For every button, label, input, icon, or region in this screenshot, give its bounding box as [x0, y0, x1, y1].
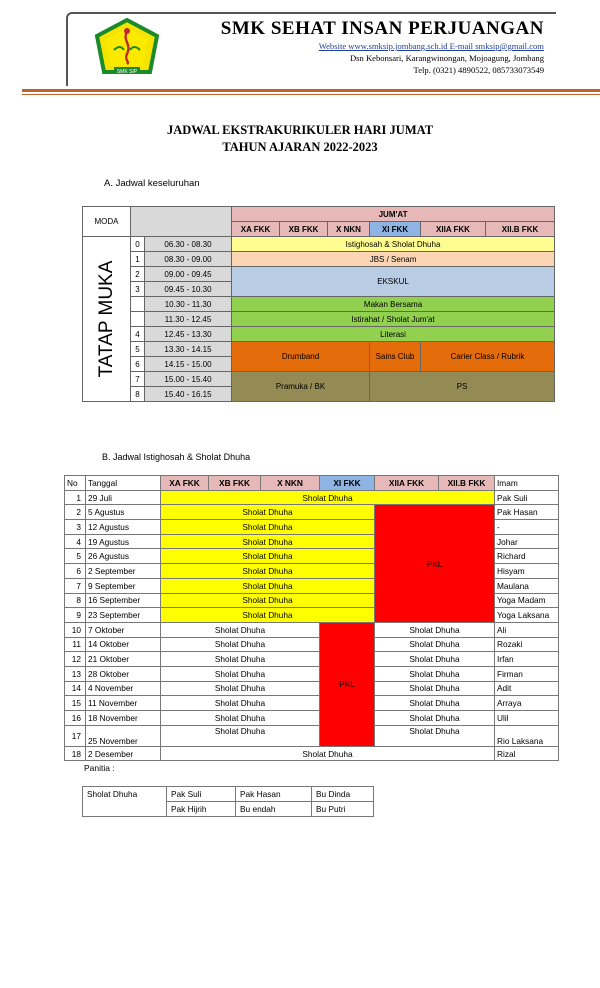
class-header: XII.B FKK: [439, 476, 495, 491]
row-imam: Yoga Madam: [495, 593, 559, 608]
slot-no: 5: [131, 342, 145, 357]
row-imam: Yoga Laksana: [495, 608, 559, 623]
activity-carier: Carier Class / Rubrik: [421, 342, 555, 372]
dhuha-cell: Sholat Dhuha: [161, 608, 375, 623]
pkl-cell: PKL: [320, 622, 375, 746]
dhuha-cell: Sholat Dhuha: [375, 681, 495, 696]
school-name: SMK SEHAT INSAN PERJUANGAN: [220, 18, 544, 39]
activity-pramuka: Pramuka / BK: [232, 372, 370, 402]
dhuha-cell: Sholat Dhuha: [375, 622, 495, 637]
dhuha-cell: Sholat Dhuha: [161, 564, 375, 579]
row-date: 12 Agustus: [86, 520, 161, 535]
doc-subtitle: TAHUN AJARAN 2022-2023: [222, 140, 378, 154]
activity-ps: PS: [370, 372, 555, 402]
dhuha-cell: Sholat Dhuha: [161, 622, 320, 637]
row-date: 18 November: [86, 711, 161, 726]
section-a-heading: A. Jadwal keseluruhan: [104, 178, 200, 189]
panitia-member: Pak Suli: [167, 787, 236, 802]
mode-cell: [83, 237, 131, 402]
col-tanggal: Tanggal: [86, 476, 161, 491]
dhuha-cell: Sholat Dhuha: [161, 652, 320, 667]
slot-no: 3: [131, 282, 145, 297]
panitia-role: Sholat Dhuha: [83, 787, 167, 802]
activity-sains: Sains Club: [370, 342, 421, 372]
row-date: 2 September: [86, 564, 161, 579]
row-imam: -: [495, 520, 559, 535]
row-no: 2: [65, 505, 86, 520]
dhuha-cell: Sholat Dhuha: [161, 725, 320, 746]
website-line[interactable]: Website www.smksip.jombang.sch.id E-mail smksip@gmail.com: [318, 41, 544, 51]
col-no: No: [65, 476, 86, 491]
slot-time: 08.30 - 09.00: [145, 252, 232, 267]
class-header: X NKN: [261, 476, 320, 491]
row-date: 26 Agustus: [86, 549, 161, 564]
row-date: 4 November: [86, 681, 161, 696]
row-no: 4: [65, 534, 86, 549]
class-header: XIIA FKK: [375, 476, 439, 491]
school-logo: [94, 18, 160, 80]
activity-istirahat: Istirahat / Sholat Jum'at: [232, 312, 555, 327]
doc-title: JADWAL EKSTRAKURIKULER HARI JUMAT: [166, 123, 434, 137]
row-date: 25 November: [86, 725, 161, 746]
slot-time: 15.40 - 16.15: [145, 387, 232, 402]
slot-no: 7: [131, 372, 145, 387]
class-header: XI FKK: [320, 476, 375, 491]
row-date: 9 September: [86, 578, 161, 593]
slot-no: 6: [131, 357, 145, 372]
phone-line: Telp. (0321) 4890522, 085733073549: [413, 65, 544, 75]
row-date: 16 September: [86, 593, 161, 608]
row-date: 11 November: [86, 696, 161, 711]
class-header: XI FKK: [370, 222, 421, 237]
row-imam: Irfan: [495, 652, 559, 667]
activity-jbs: JBS / Senam: [232, 252, 555, 267]
slot-no: [131, 297, 145, 312]
dhuha-cell: Sholat Dhuha: [375, 725, 495, 746]
dhuha-cell: Sholat Dhuha: [161, 534, 375, 549]
row-imam: Maulana: [495, 578, 559, 593]
slot-time: 12.45 - 13.30: [145, 327, 232, 342]
section-b-heading: B. Jadwal Istighosah & Sholat Dhuha: [102, 452, 251, 462]
dhuha-cell: Sholat Dhuha: [375, 711, 495, 726]
schedule-table: [82, 206, 555, 402]
slot-no: 2: [131, 267, 145, 282]
panitia-member: Bu Putri: [312, 802, 374, 817]
pkl-cell: PKL: [375, 505, 495, 623]
dhuha-cell: Sholat Dhuha: [161, 490, 495, 505]
row-no: 13: [65, 666, 86, 681]
mode-label: TATAP MUKA: [95, 260, 117, 378]
row-date: 19 Agustus: [86, 534, 161, 549]
slot-time: 11.30 - 12.45: [145, 312, 232, 327]
panitia-member: Pak Hijrih: [167, 802, 236, 817]
class-header: XA FKK: [232, 222, 280, 237]
class-header: XII.B FKK: [486, 222, 555, 237]
row-date: 23 September: [86, 608, 161, 623]
panitia-table: [82, 786, 374, 817]
moda-header: MODA: [83, 207, 131, 237]
row-no: 1: [65, 490, 86, 505]
activity-ekskul: EKSKUL: [232, 267, 555, 297]
row-imam: Adit: [495, 681, 559, 696]
dhuha-cell: Sholat Dhuha: [161, 666, 320, 681]
dhuha-table: [64, 475, 559, 761]
slot-time: 14.15 - 15.00: [145, 357, 232, 372]
row-no: 15: [65, 696, 86, 711]
row-no: 3: [65, 520, 86, 535]
slot-no: 4: [131, 327, 145, 342]
row-imam: Hisyam: [495, 564, 559, 579]
dhuha-cell: Sholat Dhuha: [161, 696, 320, 711]
row-no: 9: [65, 608, 86, 623]
slot-no: 1: [131, 252, 145, 267]
row-no: 18: [65, 746, 86, 761]
activity-literasi: Literasi: [232, 327, 555, 342]
dhuha-cell: Sholat Dhuha: [161, 746, 495, 761]
row-imam: Johar: [495, 534, 559, 549]
dhuha-cell: Sholat Dhuha: [375, 696, 495, 711]
address-line: Dsn Kebonsari, Karangwinongan, Mojoagung, Jombang: [349, 53, 544, 63]
row-date: 21 Oktober: [86, 652, 161, 667]
row-date: 28 Oktober: [86, 666, 161, 681]
class-header: X NKN: [328, 222, 370, 237]
activity-makan: Makan Bersama: [232, 297, 555, 312]
day-header: JUM'AT: [232, 207, 555, 222]
row-date: 14 Oktober: [86, 637, 161, 652]
row-no: 5: [65, 549, 86, 564]
dhuha-cell: Sholat Dhuha: [161, 520, 375, 535]
row-no: 10: [65, 622, 86, 637]
row-no: 7: [65, 578, 86, 593]
slot-time: 09.00 - 09.45: [145, 267, 232, 282]
slot-time: 09.45 - 10.30: [145, 282, 232, 297]
class-header: XIIA FKK: [421, 222, 486, 237]
dhuha-cell: Sholat Dhuha: [375, 637, 495, 652]
dhuha-cell: Sholat Dhuha: [161, 549, 375, 564]
class-header: XB FKK: [280, 222, 328, 237]
row-date: 2 Desember: [86, 746, 161, 761]
row-imam: Pak Hasan: [495, 505, 559, 520]
slot-time: 10.30 - 11.30: [145, 297, 232, 312]
time-header: [131, 207, 232, 237]
row-no: 16: [65, 711, 86, 726]
panitia-member: Bu Dinda: [312, 787, 374, 802]
panitia-label: Panitia :: [84, 763, 115, 773]
row-imam: Rizal: [495, 746, 559, 761]
row-imam: Pak Suli: [495, 490, 559, 505]
activity-istighosah: Istighosah & Sholat Dhuha: [232, 237, 555, 252]
slot-time: 13.30 - 14.15: [145, 342, 232, 357]
activity-drumband: Drumband: [232, 342, 370, 372]
slot-time: 06.30 - 08.30: [145, 237, 232, 252]
slot-time: 15.00 - 15.40: [145, 372, 232, 387]
dhuha-cell: Sholat Dhuha: [161, 578, 375, 593]
slot-no: [131, 312, 145, 327]
row-imam: Rio Laksana: [495, 725, 559, 746]
row-no: 6: [65, 564, 86, 579]
col-imam: Imam: [495, 476, 559, 491]
dhuha-cell: Sholat Dhuha: [161, 681, 320, 696]
row-imam: Richard: [495, 549, 559, 564]
dhuha-cell: Sholat Dhuha: [161, 711, 320, 726]
svg-text:SMK SIP: SMK SIP: [116, 69, 138, 75]
slot-no: 0: [131, 237, 145, 252]
slot-no: 8: [131, 387, 145, 402]
dhuha-cell: Sholat Dhuha: [375, 652, 495, 667]
class-header: XB FKK: [209, 476, 261, 491]
dhuha-cell: Sholat Dhuha: [161, 637, 320, 652]
row-date: 5 Agustus: [86, 505, 161, 520]
row-imam: Arraya: [495, 696, 559, 711]
header-rule: [22, 89, 600, 92]
row-imam: Firman: [495, 666, 559, 681]
row-no: 14: [65, 681, 86, 696]
header-rule-thin: [22, 94, 600, 95]
row-no: 12: [65, 652, 86, 667]
class-header: XA FKK: [161, 476, 209, 491]
row-imam: Ali: [495, 622, 559, 637]
dhuha-cell: Sholat Dhuha: [161, 505, 375, 520]
row-imam: Ulil: [495, 711, 559, 726]
dhuha-cell: Sholat Dhuha: [375, 666, 495, 681]
row-no: 17: [65, 725, 86, 746]
row-date: 7 Oktober: [86, 622, 161, 637]
row-no: 11: [65, 637, 86, 652]
dhuha-cell: Sholat Dhuha: [161, 593, 375, 608]
panitia-member: Pak Hasan: [236, 787, 312, 802]
row-imam: Rozaki: [495, 637, 559, 652]
panitia-role-blank: [83, 802, 167, 817]
panitia-member: Bu endah: [236, 802, 312, 817]
row-no: 8: [65, 593, 86, 608]
row-date: 29 Juli: [86, 490, 161, 505]
